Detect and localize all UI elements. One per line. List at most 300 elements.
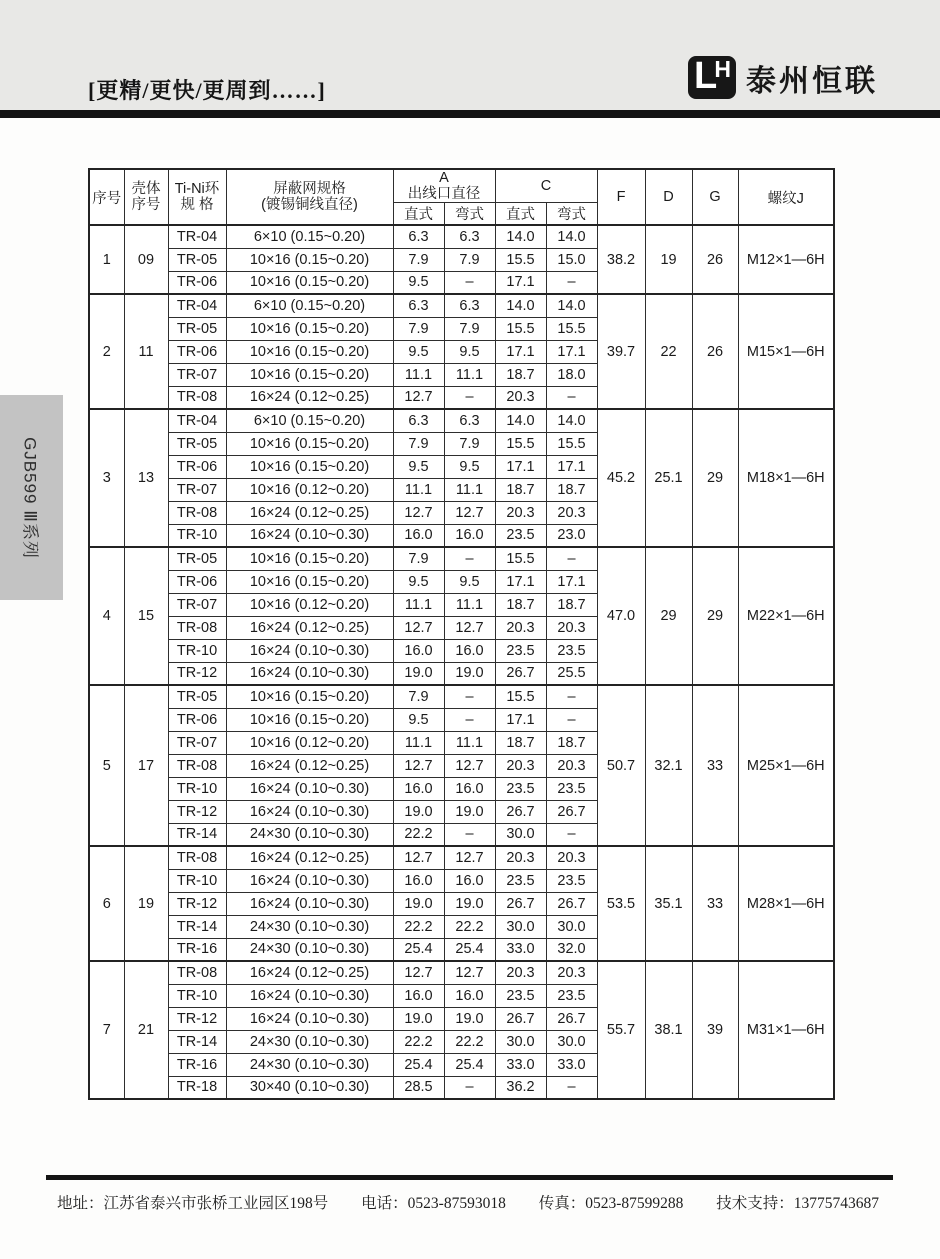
cell-a-bent: 19.0 xyxy=(444,1007,495,1030)
cell-d: 32.1 xyxy=(645,685,692,846)
footer-support-label: 技术支持： xyxy=(716,1195,794,1212)
cell-c-straight: 15.5 xyxy=(495,432,546,455)
spec-table-head xyxy=(89,169,834,225)
cell-c-bent: 33.0 xyxy=(546,1053,597,1076)
cell-c-straight: 18.7 xyxy=(495,478,546,501)
cell-tini-ring: TR-16 xyxy=(168,938,226,961)
col-header-a-straight: 直式 xyxy=(393,203,444,226)
cell-tini-ring: TR-08 xyxy=(168,846,226,869)
cell-tini-ring: TR-04 xyxy=(168,225,226,248)
cell-c-straight: 14.0 xyxy=(495,294,546,317)
cell-c-straight: 17.1 xyxy=(495,455,546,478)
cell-c-bent: 26.7 xyxy=(546,1007,597,1030)
footer-address xyxy=(57,1195,328,1212)
cell-a-bent: 11.1 xyxy=(444,363,495,386)
cell-a-straight: 12.7 xyxy=(393,961,444,984)
series-side-tab xyxy=(0,395,63,600)
cell-c-bent: 17.1 xyxy=(546,340,597,363)
cell-a-bent: 12.7 xyxy=(444,616,495,639)
cell-a-bent: 12.7 xyxy=(444,754,495,777)
cell-a-bent: 12.7 xyxy=(444,846,495,869)
cell-a-bent: 7.9 xyxy=(444,432,495,455)
cell-f: 50.7 xyxy=(597,685,645,846)
cell-tini-ring: TR-10 xyxy=(168,639,226,662)
cell-seq: 4 xyxy=(89,547,124,685)
cell-mesh-spec: 10×16 (0.15~0.20) xyxy=(226,455,393,478)
cell-f: 47.0 xyxy=(597,547,645,685)
footer-phone-value: 0523-87593018 xyxy=(407,1195,506,1212)
cell-a-bent: 16.0 xyxy=(444,984,495,1007)
col-header-thread: 螺纹J xyxy=(738,169,834,225)
cell-thread: M12×1—6H xyxy=(738,225,834,294)
cell-a-straight: 16.0 xyxy=(393,984,444,1007)
cell-a-straight: 9.5 xyxy=(393,340,444,363)
cell-mesh-spec: 10×16 (0.15~0.20) xyxy=(226,685,393,708)
cell-c-bent: 25.5 xyxy=(546,662,597,685)
cell-c-bent: 15.0 xyxy=(546,248,597,271)
footer-address-value: 江苏省泰兴市张桥工业园区198号 xyxy=(103,1195,329,1212)
cell-a-bent: 6.3 xyxy=(444,409,495,432)
cell-mesh-spec: 16×24 (0.10~0.30) xyxy=(226,892,393,915)
cell-tini-ring: TR-06 xyxy=(168,271,226,294)
cell-mesh-spec: 6×10 (0.15~0.20) xyxy=(226,294,393,317)
cell-mesh-spec: 24×30 (0.10~0.30) xyxy=(226,938,393,961)
cell-a-bent: 12.7 xyxy=(444,961,495,984)
cell-c-bent: 20.3 xyxy=(546,754,597,777)
cell-tini-ring: TR-06 xyxy=(168,455,226,478)
cell-a-straight: 7.9 xyxy=(393,317,444,340)
cell-tini-ring: TR-18 xyxy=(168,1076,226,1099)
cell-c-straight: 14.0 xyxy=(495,225,546,248)
tagline: [更精/更快/更周到……] xyxy=(88,78,326,103)
cell-tini-ring: TR-07 xyxy=(168,478,226,501)
cell-c-bent: 23.5 xyxy=(546,639,597,662)
cell-c-straight: 26.7 xyxy=(495,1007,546,1030)
series-side-tab-label: GJB599 Ⅲ系列 xyxy=(20,436,39,559)
cell-d: 29 xyxy=(645,547,692,685)
cell-g: 33 xyxy=(692,846,738,961)
cell-c-straight: 23.5 xyxy=(495,869,546,892)
cell-a-straight: 6.3 xyxy=(393,225,444,248)
cell-c-bent: 20.3 xyxy=(546,501,597,524)
cell-tini-ring: TR-07 xyxy=(168,593,226,616)
cell-tini-ring: TR-08 xyxy=(168,501,226,524)
cell-c-straight: 17.1 xyxy=(495,340,546,363)
cell-tini-ring: TR-05 xyxy=(168,317,226,340)
cell-a-bent: 25.4 xyxy=(444,1053,495,1076)
cell-tini-ring: TR-08 xyxy=(168,961,226,984)
cell-c-straight: 15.5 xyxy=(495,248,546,271)
cell-a-straight: 9.5 xyxy=(393,455,444,478)
cell-mesh-spec: 24×30 (0.10~0.30) xyxy=(226,1053,393,1076)
cell-thread: M31×1—6H xyxy=(738,961,834,1099)
cell-mesh-spec: 10×16 (0.12~0.20) xyxy=(226,593,393,616)
cell-c-straight: 30.0 xyxy=(495,1030,546,1053)
cell-a-straight: 7.9 xyxy=(393,248,444,271)
cell-c-straight: 15.5 xyxy=(495,547,546,570)
cell-a-bent: – xyxy=(444,1076,495,1099)
cell-c-bent: 18.7 xyxy=(546,731,597,754)
cell-a-straight: 11.1 xyxy=(393,731,444,754)
cell-c-straight: 30.0 xyxy=(495,823,546,846)
cell-a-straight: 12.7 xyxy=(393,616,444,639)
cell-c-bent: 18.0 xyxy=(546,363,597,386)
cell-g: 39 xyxy=(692,961,738,1099)
cell-tini-ring: TR-14 xyxy=(168,823,226,846)
cell-a-straight: 19.0 xyxy=(393,1007,444,1030)
cell-c-bent: 18.7 xyxy=(546,478,597,501)
col-header-a-line1: A xyxy=(439,170,449,186)
cell-shell: 11 xyxy=(124,294,168,409)
cell-tini-ring: TR-12 xyxy=(168,1007,226,1030)
cell-a-straight: 12.7 xyxy=(393,754,444,777)
table-row xyxy=(89,547,834,570)
table-row xyxy=(89,409,834,432)
cell-c-straight: 20.3 xyxy=(495,501,546,524)
cell-c-straight: 26.7 xyxy=(495,662,546,685)
cell-f: 55.7 xyxy=(597,961,645,1099)
col-header-g: G xyxy=(692,169,738,225)
cell-c-straight: 26.7 xyxy=(495,892,546,915)
cell-tini-ring: TR-05 xyxy=(168,685,226,708)
cell-a-bent: – xyxy=(444,271,495,294)
cell-tini-ring: TR-06 xyxy=(168,708,226,731)
cell-tini-ring: TR-14 xyxy=(168,1030,226,1053)
cell-tini-ring: TR-10 xyxy=(168,777,226,800)
cell-c-bent: 20.3 xyxy=(546,616,597,639)
cell-mesh-spec: 16×24 (0.10~0.30) xyxy=(226,1007,393,1030)
cell-tini-ring: TR-10 xyxy=(168,984,226,1007)
footer-support-value: 13775743687 xyxy=(793,1195,880,1212)
cell-c-straight: 15.5 xyxy=(495,685,546,708)
cell-thread: M25×1—6H xyxy=(738,685,834,846)
cell-mesh-spec: 16×24 (0.12~0.25) xyxy=(226,616,393,639)
cell-c-straight: 14.0 xyxy=(495,409,546,432)
cell-tini-ring: TR-07 xyxy=(168,731,226,754)
cell-tini-ring: TR-08 xyxy=(168,754,226,777)
cell-a-straight: 9.5 xyxy=(393,271,444,294)
cell-mesh-spec: 10×16 (0.15~0.20) xyxy=(226,432,393,455)
cell-mesh-spec: 10×16 (0.15~0.20) xyxy=(226,363,393,386)
header-band xyxy=(0,0,940,110)
footer-fax-value: 0523-87599288 xyxy=(585,1195,684,1212)
cell-g: 29 xyxy=(692,409,738,547)
cell-c-bent: – xyxy=(546,271,597,294)
cell-mesh-spec: 16×24 (0.10~0.30) xyxy=(226,639,393,662)
cell-seq: 1 xyxy=(89,225,124,294)
cell-a-straight: 19.0 xyxy=(393,662,444,685)
cell-c-bent: 14.0 xyxy=(546,225,597,248)
cell-mesh-spec: 6×10 (0.15~0.20) xyxy=(226,225,393,248)
logo-letter-l: L xyxy=(694,55,718,97)
cell-shell: 13 xyxy=(124,409,168,547)
cell-f: 53.5 xyxy=(597,846,645,961)
cell-c-straight: 26.7 xyxy=(495,800,546,823)
cell-mesh-spec: 10×16 (0.15~0.20) xyxy=(226,271,393,294)
cell-seq: 2 xyxy=(89,294,124,409)
cell-c-straight: 17.1 xyxy=(495,570,546,593)
cell-seq: 5 xyxy=(89,685,124,846)
cell-c-straight: 23.5 xyxy=(495,777,546,800)
cell-a-bent: 16.0 xyxy=(444,524,495,547)
cell-a-straight: 22.2 xyxy=(393,823,444,846)
cell-tini-ring: TR-12 xyxy=(168,892,226,915)
footer-address-label: 地址： xyxy=(57,1195,104,1212)
cell-seq: 7 xyxy=(89,961,124,1099)
col-header-mesh-line1: 屏蔽网规格 xyxy=(273,181,346,197)
footer-contact xyxy=(57,1191,897,1213)
table-row xyxy=(89,685,834,708)
cell-seq: 3 xyxy=(89,409,124,547)
cell-a-straight: 22.2 xyxy=(393,915,444,938)
cell-a-bent: 7.9 xyxy=(444,317,495,340)
cell-c-bent: 30.0 xyxy=(546,1030,597,1053)
col-header-d: D xyxy=(645,169,692,225)
cell-a-straight: 9.5 xyxy=(393,570,444,593)
company-logo-icon xyxy=(688,56,736,99)
cell-c-bent: 14.0 xyxy=(546,409,597,432)
cell-tini-ring: TR-12 xyxy=(168,800,226,823)
cell-tini-ring: TR-10 xyxy=(168,869,226,892)
cell-f: 45.2 xyxy=(597,409,645,547)
brand-name: 泰州恒联 xyxy=(746,64,878,98)
cell-a-straight: 19.0 xyxy=(393,800,444,823)
col-header-c-straight: 直式 xyxy=(495,203,546,226)
cell-d: 25.1 xyxy=(645,409,692,547)
table-row xyxy=(89,961,834,984)
col-header-shell-line1: 壳体 xyxy=(131,181,161,197)
cell-a-bent: – xyxy=(444,823,495,846)
footer-phone-label: 电话： xyxy=(361,1195,408,1212)
cell-a-straight: 25.4 xyxy=(393,1053,444,1076)
cell-f: 38.2 xyxy=(597,225,645,294)
cell-a-straight: 22.2 xyxy=(393,1030,444,1053)
cell-tini-ring: TR-08 xyxy=(168,616,226,639)
cell-c-bent: 17.1 xyxy=(546,455,597,478)
cell-a-straight: 28.5 xyxy=(393,1076,444,1099)
cell-a-bent: – xyxy=(444,547,495,570)
cell-a-straight: 7.9 xyxy=(393,547,444,570)
cell-a-bent: 19.0 xyxy=(444,800,495,823)
cell-c-bent: 32.0 xyxy=(546,938,597,961)
cell-tini-ring: TR-04 xyxy=(168,409,226,432)
cell-tini-ring: TR-10 xyxy=(168,524,226,547)
col-header-tini-ring xyxy=(168,169,226,225)
cell-tini-ring: TR-08 xyxy=(168,386,226,409)
cell-c-bent: 18.7 xyxy=(546,593,597,616)
cell-d: 22 xyxy=(645,294,692,409)
cell-a-straight: 16.0 xyxy=(393,777,444,800)
cell-a-bent: 9.5 xyxy=(444,570,495,593)
cell-thread: M22×1—6H xyxy=(738,547,834,685)
cell-g: 29 xyxy=(692,547,738,685)
cell-shell: 19 xyxy=(124,846,168,961)
col-header-mesh-spec xyxy=(226,169,393,225)
cell-tini-ring: TR-07 xyxy=(168,363,226,386)
cell-c-straight: 20.3 xyxy=(495,616,546,639)
cell-c-bent: – xyxy=(546,1076,597,1099)
cell-mesh-spec: 16×24 (0.10~0.30) xyxy=(226,869,393,892)
cell-d: 38.1 xyxy=(645,961,692,1099)
col-header-a-bent: 弯式 xyxy=(444,203,495,226)
cell-mesh-spec: 16×24 (0.10~0.30) xyxy=(226,777,393,800)
cell-a-bent: 25.4 xyxy=(444,938,495,961)
footer-phone xyxy=(361,1195,506,1212)
cell-tini-ring: TR-06 xyxy=(168,570,226,593)
footer-rule xyxy=(46,1175,893,1180)
cell-c-bent: – xyxy=(546,685,597,708)
col-header-tini-line1: Ti-Ni环 xyxy=(174,181,220,197)
cell-shell: 09 xyxy=(124,225,168,294)
cell-c-straight: 33.0 xyxy=(495,1053,546,1076)
cell-c-bent: 23.5 xyxy=(546,984,597,1007)
footer-support xyxy=(716,1195,879,1212)
cell-mesh-spec: 16×24 (0.10~0.30) xyxy=(226,800,393,823)
cell-a-bent: 16.0 xyxy=(444,639,495,662)
cell-shell: 15 xyxy=(124,547,168,685)
table-row xyxy=(89,846,834,869)
cell-a-bent: – xyxy=(444,386,495,409)
cell-a-straight: 16.0 xyxy=(393,639,444,662)
col-header-tini-line2: 规 格 xyxy=(180,197,214,213)
cell-a-straight: 6.3 xyxy=(393,409,444,432)
cell-mesh-spec: 10×16 (0.15~0.20) xyxy=(226,547,393,570)
col-header-seq: 序号 xyxy=(89,169,124,225)
cell-a-bent: 6.3 xyxy=(444,294,495,317)
cell-a-straight: 12.7 xyxy=(393,846,444,869)
cell-a-bent: 22.2 xyxy=(444,915,495,938)
cell-mesh-spec: 10×16 (0.15~0.20) xyxy=(226,317,393,340)
cell-tini-ring: TR-05 xyxy=(168,248,226,271)
cell-a-bent: 11.1 xyxy=(444,478,495,501)
cell-c-straight: 20.3 xyxy=(495,846,546,869)
cell-mesh-spec: 24×30 (0.10~0.30) xyxy=(226,1030,393,1053)
cell-c-bent: 15.5 xyxy=(546,432,597,455)
cell-c-straight: 23.5 xyxy=(495,984,546,1007)
header-row-1 xyxy=(89,169,834,203)
cell-c-bent: 17.1 xyxy=(546,570,597,593)
cell-seq: 6 xyxy=(89,846,124,961)
cell-mesh-spec: 10×16 (0.12~0.20) xyxy=(226,731,393,754)
col-header-mesh-line2: (镀锡铜线直径) xyxy=(261,197,358,213)
cell-thread: M28×1—6H xyxy=(738,846,834,961)
logo-letter-h: H xyxy=(714,56,731,82)
cell-a-bent: 6.3 xyxy=(444,225,495,248)
cell-c-straight: 36.2 xyxy=(495,1076,546,1099)
cell-c-bent: – xyxy=(546,708,597,731)
cell-g: 26 xyxy=(692,294,738,409)
cell-mesh-spec: 10×16 (0.15~0.20) xyxy=(226,708,393,731)
cell-a-bent: – xyxy=(444,708,495,731)
cell-f: 39.7 xyxy=(597,294,645,409)
footer-fax xyxy=(539,1195,684,1212)
cell-mesh-spec: 6×10 (0.15~0.20) xyxy=(226,409,393,432)
cell-a-bent: 16.0 xyxy=(444,869,495,892)
cell-a-straight: 16.0 xyxy=(393,869,444,892)
cell-c-straight: 18.7 xyxy=(495,363,546,386)
cell-mesh-spec: 16×24 (0.12~0.25) xyxy=(226,754,393,777)
col-header-shell xyxy=(124,169,168,225)
cell-c-straight: 18.7 xyxy=(495,731,546,754)
cell-shell: 17 xyxy=(124,685,168,846)
cell-mesh-spec: 16×24 (0.10~0.30) xyxy=(226,984,393,1007)
cell-tini-ring: TR-06 xyxy=(168,340,226,363)
cell-mesh-spec: 16×24 (0.12~0.25) xyxy=(226,846,393,869)
cell-a-bent: 12.7 xyxy=(444,501,495,524)
cell-a-straight: 12.7 xyxy=(393,501,444,524)
col-header-c: C xyxy=(495,169,597,203)
cell-c-straight: 33.0 xyxy=(495,938,546,961)
cell-a-straight: 25.4 xyxy=(393,938,444,961)
cell-c-bent: – xyxy=(546,547,597,570)
cell-a-bent: 9.5 xyxy=(444,340,495,363)
cell-c-bent: 23.5 xyxy=(546,777,597,800)
cell-c-bent: 20.3 xyxy=(546,846,597,869)
cell-a-bent: 9.5 xyxy=(444,455,495,478)
cell-tini-ring: TR-05 xyxy=(168,432,226,455)
cell-tini-ring: TR-14 xyxy=(168,915,226,938)
cell-d: 35.1 xyxy=(645,846,692,961)
cell-tini-ring: TR-04 xyxy=(168,294,226,317)
cell-mesh-spec: 16×24 (0.10~0.30) xyxy=(226,524,393,547)
cell-a-straight: 11.1 xyxy=(393,363,444,386)
cell-c-bent: 23.0 xyxy=(546,524,597,547)
cell-c-straight: 18.7 xyxy=(495,593,546,616)
cell-c-bent: 14.0 xyxy=(546,294,597,317)
cell-c-bent: 26.7 xyxy=(546,892,597,915)
cell-mesh-spec: 10×16 (0.15~0.20) xyxy=(226,248,393,271)
cell-mesh-spec: 24×30 (0.10~0.30) xyxy=(226,915,393,938)
cell-g: 26 xyxy=(692,225,738,294)
col-header-f: F xyxy=(597,169,645,225)
spec-table xyxy=(88,168,835,1100)
cell-a-straight: 11.1 xyxy=(393,593,444,616)
cell-c-bent: – xyxy=(546,823,597,846)
cell-a-bent: – xyxy=(444,685,495,708)
cell-c-straight: 17.1 xyxy=(495,708,546,731)
cell-mesh-spec: 16×24 (0.12~0.25) xyxy=(226,501,393,524)
cell-mesh-spec: 30×40 (0.10~0.30) xyxy=(226,1076,393,1099)
cell-a-bent: 16.0 xyxy=(444,777,495,800)
cell-mesh-spec: 16×24 (0.10~0.30) xyxy=(226,662,393,685)
spec-table-body xyxy=(89,225,834,1099)
cell-c-straight: 20.3 xyxy=(495,754,546,777)
cell-a-straight: 11.1 xyxy=(393,478,444,501)
cell-a-straight: 7.9 xyxy=(393,685,444,708)
col-header-a-line2: 出线口直径 xyxy=(407,186,481,202)
brand xyxy=(688,55,878,100)
header-rule xyxy=(0,110,940,118)
cell-d: 19 xyxy=(645,225,692,294)
cell-c-straight: 15.5 xyxy=(495,317,546,340)
cell-c-bent: – xyxy=(546,386,597,409)
cell-c-straight: 17.1 xyxy=(495,271,546,294)
cell-a-bent: 19.0 xyxy=(444,662,495,685)
cell-thread: M15×1—6H xyxy=(738,294,834,409)
cell-c-straight: 30.0 xyxy=(495,915,546,938)
cell-tini-ring: TR-16 xyxy=(168,1053,226,1076)
col-header-shell-line2: 序号 xyxy=(131,197,161,213)
cell-c-bent: 23.5 xyxy=(546,869,597,892)
cell-c-straight: 23.5 xyxy=(495,524,546,547)
cell-a-straight: 9.5 xyxy=(393,708,444,731)
cell-a-straight: 16.0 xyxy=(393,524,444,547)
cell-tini-ring: TR-05 xyxy=(168,547,226,570)
cell-c-straight: 20.3 xyxy=(495,961,546,984)
cell-c-straight: 20.3 xyxy=(495,386,546,409)
table-row xyxy=(89,294,834,317)
cell-mesh-spec: 16×24 (0.12~0.25) xyxy=(226,386,393,409)
